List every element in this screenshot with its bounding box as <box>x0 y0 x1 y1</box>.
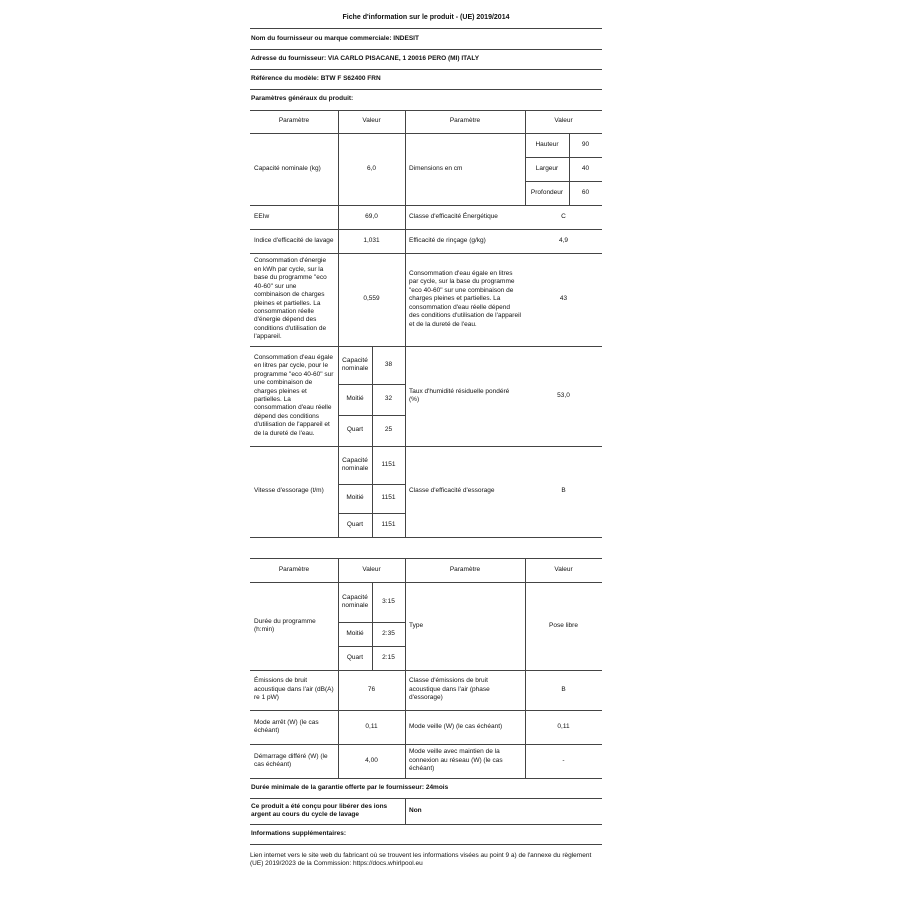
sheet-title: Fiche d'information sur le produit - (UE) 2019/2014 <box>342 14 510 21</box>
energy-consumption-label: Consommation d'énergie en kWh par cycle, sur la base du programme "eco 40-60" sur une combinaison de charges pleines et partielles. La consommation réelle d'énergie dépend des conditions d'utilisation de l'appareil. <box>254 257 327 341</box>
spin-full-value: 1151 <box>381 460 396 468</box>
silver-ions-value: Non <box>409 806 422 814</box>
height-label: Hauteur <box>535 140 559 148</box>
spin-class-label: Classe d'efficacité d'essorage <box>409 487 495 495</box>
duration-quarter-value: 2:15 <box>382 653 395 661</box>
t2-header-value-2: Valeur <box>554 565 573 573</box>
manufacturer-weblink: Lien internet vers le site web du fabricant où se trouvent les informations visées au point 9 a) de l'annexe du règlement (UE) 2019/2023 de la Commission: https://docs.whirlpool.eu <box>250 852 592 868</box>
water-full-label: Capacité nominale <box>341 356 369 372</box>
standby-label: Mode veille (W) (le cas échéant) <box>409 722 503 730</box>
capacity-label: Capacité nominale (kg) <box>254 164 321 172</box>
noise-class-label: Classe d'émissions de bruit acoustique dans l'air (phase d'essorage) <box>409 677 490 702</box>
eei-label: EEIw <box>254 212 270 220</box>
spin-half-label: Moitié <box>346 494 364 502</box>
capacity-value: 6,0 <box>366 164 377 172</box>
spin-speed-label: Vitesse d'essorage (t/m) <box>254 487 324 495</box>
spin-full-label: Capacité nominale <box>341 456 369 472</box>
depth-label: Profondeur <box>530 188 564 196</box>
water-full-value: 38 <box>384 360 393 368</box>
humidity-label: Taux d'humidité résiduelle pondéré (%) <box>409 387 510 403</box>
duration-half-label: Moitié <box>346 629 364 637</box>
spin-half-value: 1151 <box>381 494 396 502</box>
noise-value: 76 <box>367 685 376 693</box>
delay-start-label: Démarrage différé (W) (le cas échéant) <box>254 752 328 768</box>
water-half-value: 32 <box>384 395 393 403</box>
delay-start-value: 4,00 <box>365 756 378 764</box>
t1-header-param-2: Paramètre <box>449 117 481 125</box>
noise-label: Émissions de bruit acoustique dans l'air (dB(A) re 1 pW) <box>254 677 334 702</box>
off-mode-value: 0,11 <box>365 722 378 730</box>
water-consumption-value: 43 <box>559 295 568 303</box>
silver-ions-label: Ce produit a été conçu pour libérer des ions argent au cours du cycle de lavage <box>251 802 388 818</box>
type-value: Pose libre <box>549 621 578 629</box>
spin-quarter-value: 1151 <box>381 520 396 528</box>
duration-half-value: 2:35 <box>382 629 395 637</box>
energy-consumption-value: 0,559 <box>363 295 380 303</box>
energy-class-value: C <box>561 212 566 220</box>
standby-value: 0,11 <box>557 722 570 730</box>
duration-label: Durée du programme (h:min) <box>254 617 316 633</box>
t1-header-value-2: Valeur <box>554 117 573 125</box>
t2-header-value: Valeur <box>362 565 381 573</box>
t2-header-param: Paramètre <box>278 565 310 573</box>
general-params-heading: Paramètres généraux du produit: <box>251 94 354 102</box>
wash-index-label: Indice d'efficacité de lavage <box>254 236 334 244</box>
rinse-label: Efficacité de rinçage (g/kg) <box>409 236 486 244</box>
duration-quarter-label: Quart <box>346 653 364 661</box>
additional-info-heading: Informations supplémentaires: <box>251 829 346 837</box>
table1-bottom-border <box>250 537 602 538</box>
humidity-value: 53,0 <box>557 391 570 399</box>
width-label: Largeur <box>535 164 559 172</box>
water-quarter-label: Quart <box>346 426 364 434</box>
water-weighted-label: Consommation d'eau égale en litres par cycle, pour le programme "eco 40-60" sur une combinaison de charges pleines et partielles. La consommation d'eau réelle dépend des conditions d'utilisation de l'appareil et de la dureté de l'eau. <box>254 353 334 437</box>
spin-class-value: B <box>561 487 566 495</box>
model-reference: Référence du modèle: BTW F S62400 FRN <box>251 74 381 82</box>
height-value: 90 <box>581 140 590 148</box>
duration-full-value: 3:15 <box>382 597 395 605</box>
guarantee: Durée minimale de la garantie offerte par le fournisseur: 24mois <box>251 783 449 791</box>
spin-quarter-label: Quart <box>346 520 364 528</box>
networked-standby-label: Mode veille avec maintien de la connexion au réseau (W) (le cas échéant) <box>409 748 503 773</box>
off-mode-label: Mode arrêt (W) (le cas échéant) <box>254 718 319 734</box>
t2-header-param-2: Paramètre <box>449 565 481 573</box>
water-consumption-label: Consommation d'eau égale en litres par cycle, sur la base du programme "eco 40-60" sur une combinaison de charges pleines et partielles. La consommation d'eau réelle dépend des conditions d'utilisation de l'appareil et de la dureté de l'eau. <box>409 269 521 328</box>
wash-index-value: 1,031 <box>363 236 380 244</box>
energy-class-label: Classe d'efficacité Énergétique <box>409 212 498 220</box>
duration-full-label: Capacité nominale <box>341 593 369 609</box>
supplier-name: Nom du fournisseur ou marque commerciale: INDESIT <box>251 34 419 42</box>
dimensions-label: Dimensions en cm <box>409 164 463 172</box>
noise-class-value: B <box>561 685 566 693</box>
rinse-value: 4,9 <box>558 236 569 244</box>
t1-header-value: Valeur <box>362 117 381 125</box>
type-label: Type <box>409 621 424 629</box>
divider <box>250 844 602 845</box>
t1-header-param: Paramètre <box>278 117 310 125</box>
width-value: 40 <box>581 164 590 172</box>
eei-value: 69,0 <box>365 212 378 220</box>
supplier-address: Adresse du fournisseur: VIA CARLO PISACANE, 1 20016 PERO (MI) ITALY <box>251 54 480 62</box>
depth-value: 60 <box>581 188 590 196</box>
water-quarter-value: 25 <box>384 426 393 434</box>
water-half-label: Moitié <box>346 395 364 403</box>
networked-standby-value: - <box>562 756 565 764</box>
